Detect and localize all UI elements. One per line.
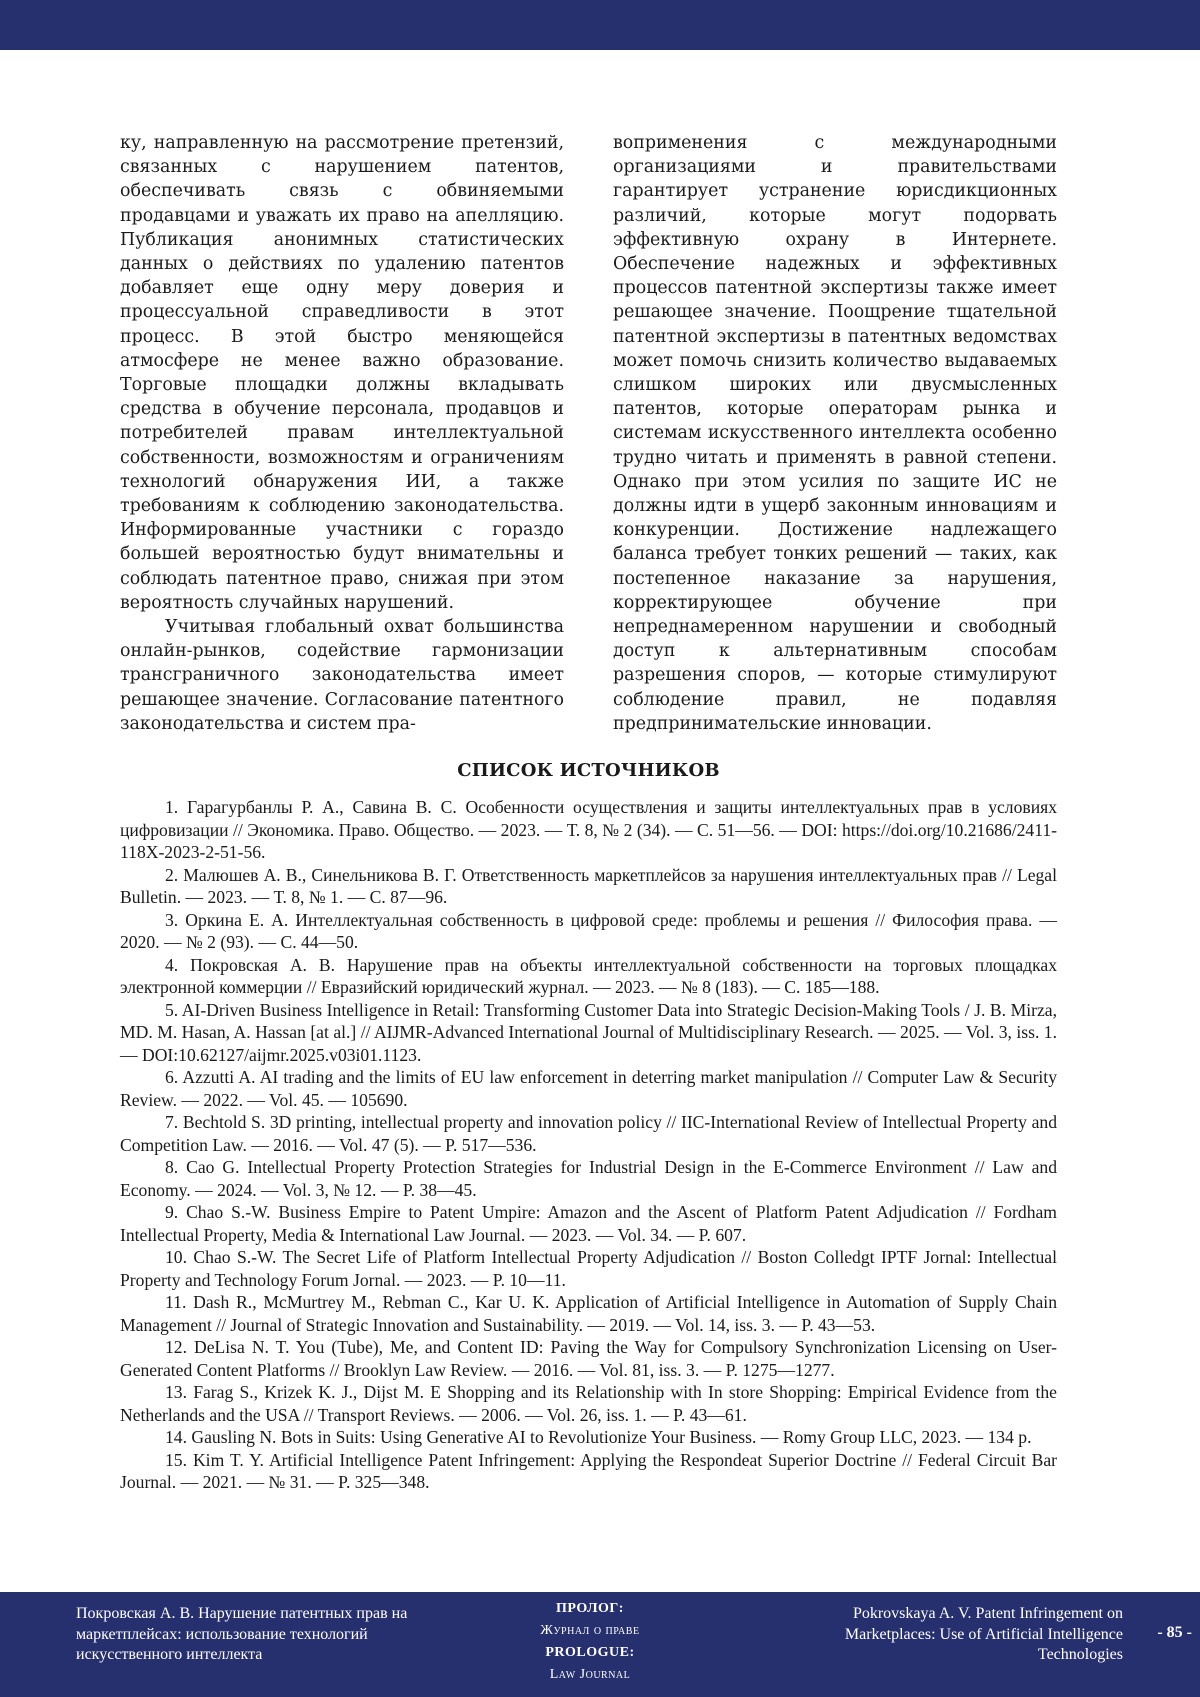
reference-item: 1. Гарагурбанлы Р. А., Савина В. С. Особенности осуществления и защиты интеллектуальных прав в условиях цифровизации // Экономика. Право. Общество. — 2023. — Т. 8, № 2 (34). — С. 51—56. — DOI: https://doi.org/10.21686/2411-118X-2023-2-51-56.: [120, 797, 1057, 862]
reference-item: 15. Kim T. Y. Artificial Intelligence Patent Infringement: Applying the Respondeat Superior Doctrine // Federal Circuit Bar Journal. — 2021. — № 31. — P. 325—348.: [120, 1449, 1057, 1492]
reference-item: 4. Покровская А. В. Нарушение прав на объекты интеллектуальной собственности на торговых площадках электронной коммерции // Евразийский юридический журнал. — 2023. — № 8 (183). — С. 185—188.: [120, 954, 1057, 997]
reference-item: 2. Малюшев А. В., Синельникова В. Г. Ответственность маркетплейсов за нарушения интеллектуальных прав // Legal Bulletin. — 2023. — Т. 8, № 1. — С. 87—96.: [120, 864, 1057, 907]
page-number: - 85 -: [1157, 1624, 1192, 1641]
paragraph: воприменения с международными организациями и правительствами гарантирует устранение юрисдикционных различий, которые могут подорвать эффективную охрану в Интернете. Обеспечение надежных и эффективных процессов патентной экспертизы также имеет решающее значение. Поощрение тщательной патентной экспертизы в патентных ведомствах может помочь снизить количество выдаваемых слишком широких или двусмысленных патентов, которые операторам рынка и системам искусственного интеллекта особенно трудно читать и применять в равной степени. Однако при этом усилия по защите ИС не должны идти в ущерб законным инновациям и конкуренции. Достижение надлежащего баланса требует тонких решений — таких, как постепенное наказание за нарушения, корректирующее обучение при непреднамеренном нарушении и свободный доступ к альтернативным способам разрешения споров, — которые стимулируют соблюдение правил, не подавляя предпринимательские инновации.: [613, 133, 1057, 734]
footer-citation-ru: Покровская А. В. Нарушение патентных прав на маркетплейсах: использование технологий искусственного интеллекта: [76, 1605, 408, 1663]
reference-item: 9. Chao S.-W. Business Empire to Patent Umpire: Amazon and the Ascent of Platform Patent Adjudication // Fordham Intellectual Property, Media & International Law Journal. — 2023. — Vol. 34. — P. 607.: [120, 1202, 1057, 1245]
reference-item: 11. Dash R., McMurtrey M., Rebman C., Kar U. K. Application of Artificial Intelligence in Automation of Supply Chain Management // Journal of Strategic Innovation and Sustainability. — 2019. — Vol. 14, iss. 3. — P. 43—53.: [120, 1292, 1057, 1335]
reference-item: 6. Azzutti A. AI trading and the limits of EU law enforcement in deterring market manipulation // Computer Law & Security Review. — 2022. — Vol. 45. — 105690.: [120, 1067, 1057, 1110]
references-list: [120, 796, 1057, 1494]
references-title: СПИСОК ИСТОЧНИКОВ: [457, 760, 720, 781]
article-body: [120, 131, 1057, 736]
reference-item: 13. Farag S., Krizek K. J., Dijst M. E Shopping and its Relationship with In store Shopping: Empirical Evidence from the Netherlands and the USA // Transport Reviews. — 2006. — Vol. 26, iss. 1. — P. 43—61.: [120, 1382, 1057, 1425]
left-column: [120, 131, 564, 736]
footer-citation-en: Pokrovskaya A. V. Patent Infringement on Marketplaces: Use of Artificial Intelligence Technologies: [844, 1605, 1123, 1663]
footer-band: [0, 1592, 1200, 1697]
journal-subtitle-ru: Журнал о праве: [540, 1623, 640, 1638]
journal-title: [505, 1598, 675, 1686]
reference-item: 8. Cao G. Intellectual Property Protection Strategies for Industrial Design in the E-Commerce Environment // Law and Economy. — 2024. — Vol. 3, № 12. — P. 38—45.: [120, 1157, 1057, 1200]
reference-item: 7. Bechtold S. 3D printing, intellectual property and innovation policy // IIC-International Review of Intellectual Property and Competition Law. — 2016. — Vol. 47 (5). — P. 517—536.: [120, 1112, 1057, 1155]
paragraph: Учитывая глобальный охват большинства онлайн-рынков, содействие гармонизации трансграничного законодательства имеет решающее значение. Согласование патентного законодательства и систем пра-: [120, 617, 564, 734]
journal-subtitle-en: Law Journal: [549, 1667, 631, 1682]
paragraph: ку, направленную на рассмотрение претензий, связанных с нарушением патентов, обеспечивать связь с обвиняемыми продавцами и уважать их право на апелляцию. Публикация анонимных статистических данных о действиях по удалению патентов добавляет еще одну меру доверия и процессуальной справедливости в этот процесс. В этой быстро меняющейся атмосфере не менее важно образование. Торговые площадки должны вкладывать средства в обучение персонала, продавцов и потребителей правам интеллектуальной собственности, возможностям и ограничениям технологий обнаружения ИИ, а также требованиям к соблюдению законодательства. Информированные участники с гораздо большей вероятностью будут внимательны и соблюдать патентное право, снижая при этом вероятность случайных нарушений.: [120, 133, 564, 613]
journal-title-en: PROLOGUE:: [545, 1645, 635, 1660]
journal-title-ru: ПРОЛОГ:: [556, 1601, 624, 1616]
right-column: [613, 131, 1057, 736]
reference-item: 14. Gausling N. Bots in Suits: Using Generative AI to Revolutionize Your Business. — Romy Group LLC, 2023. — 134 p.: [165, 1427, 1032, 1447]
reference-item: 3. Оркина Е. А. Интеллектуальная собственность в цифровой среде: проблемы и решения // Философия права. — 2020. — № 2 (93). — С. 44—50.: [120, 909, 1057, 952]
reference-item: 10. Chao S.-W. The Secret Life of Platform Intellectual Property Adjudication // Boston Colledgt IPTF Jornal: Intellectual Property and Technology Forum Jornal. — 2023. — P. 10—11.: [120, 1247, 1057, 1290]
reference-item: 12. DeLisa N. T. You (Tube), Me, and Content ID: Paving the Way for Compulsory Synchronization Licensing on User-Generated Content Platforms // Brooklyn Law Review. — 2016. — Vol. 81, iss. 3. — P. 1275—1277.: [120, 1337, 1057, 1380]
reference-item: 5. AI-Driven Business Intelligence in Retail: Transforming Customer Data into Strategic Decision-Making Tools / J. B. Mirza, MD. M. Hasan, A. Hassan [at al.] // AIJMR-Advanced International Journal of Multidisciplinary Research. — 2025. — Vol. 3, iss. 1. — DOI:10.62127/aijmr.2025.v03i01.1123.: [120, 999, 1057, 1065]
header-band: [0, 0, 1200, 50]
